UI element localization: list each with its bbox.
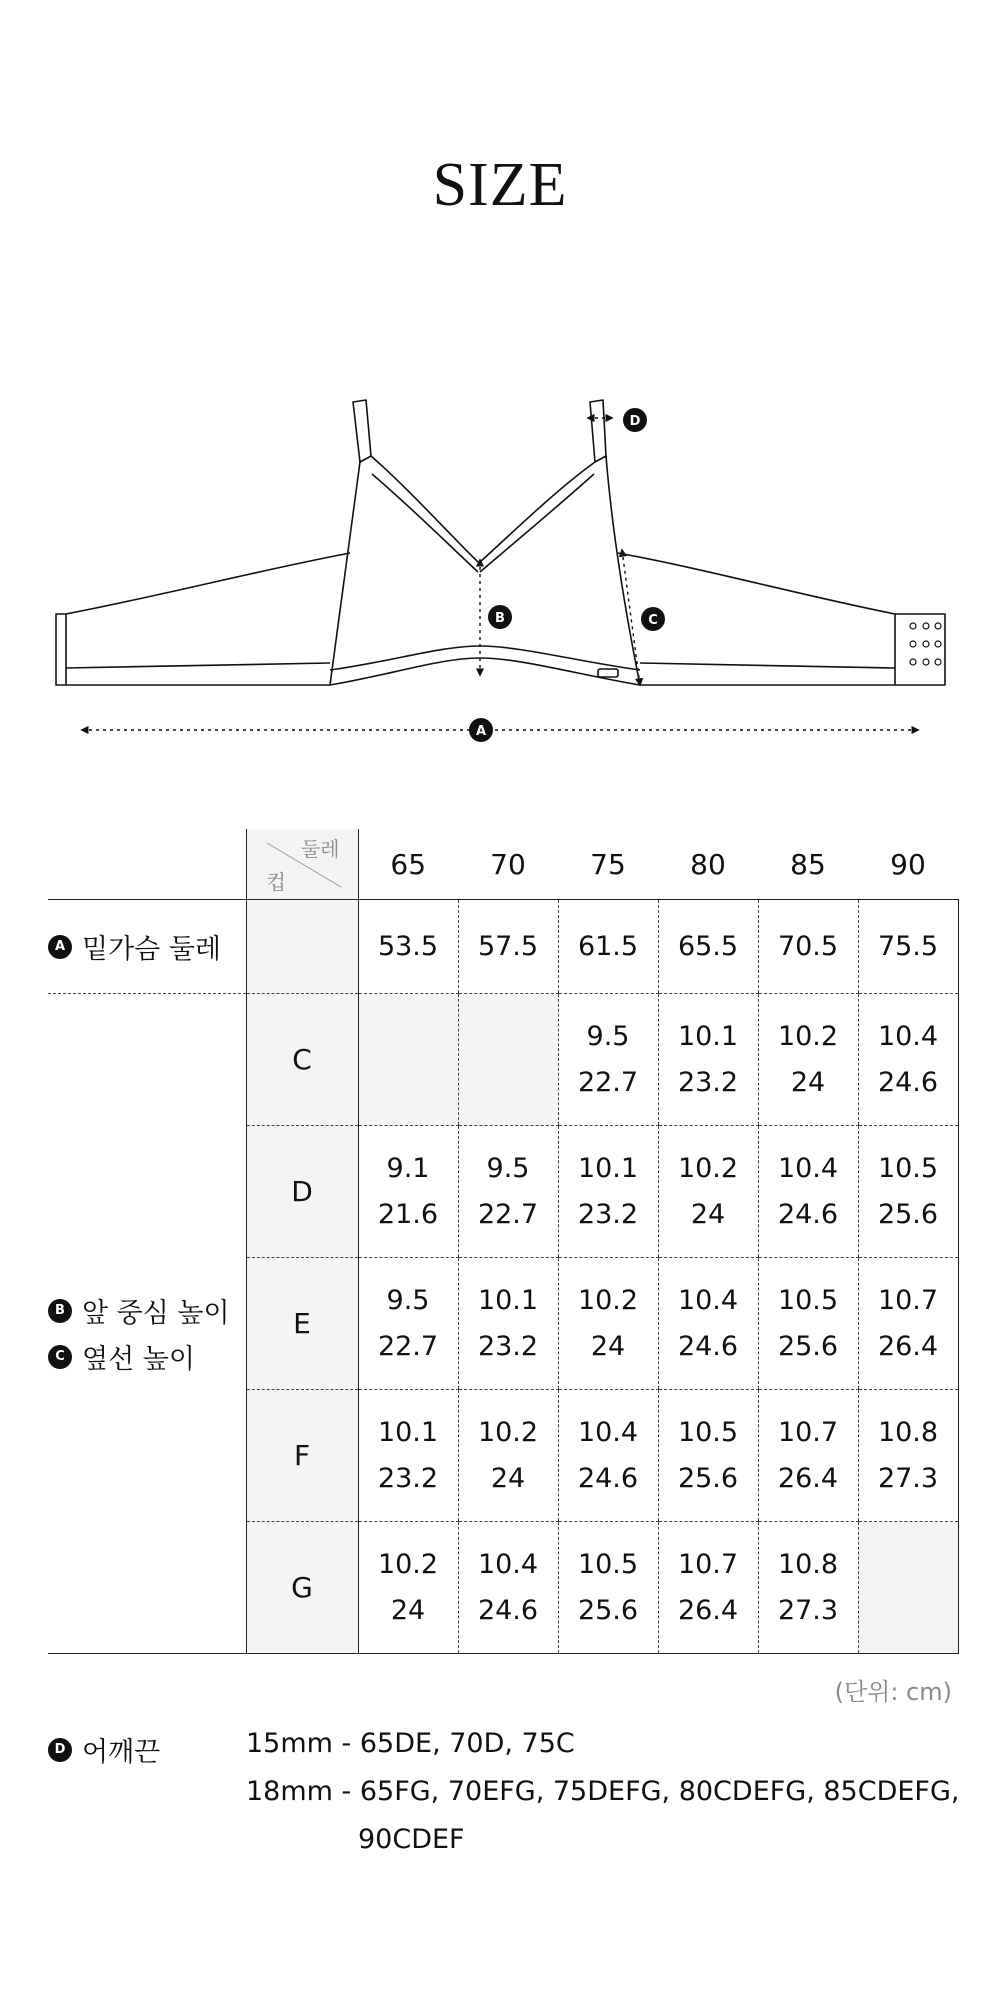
marker-a-label: A: [475, 724, 487, 739]
side-height: 24: [490, 1462, 526, 1494]
size-cell: [358, 1522, 458, 1654]
size-cell: [858, 994, 958, 1126]
side-height: 22.7: [477, 1198, 539, 1230]
header-blank: [48, 829, 246, 900]
side-height: 23.2: [677, 1066, 739, 1098]
underbust-cup-cell: [246, 900, 358, 994]
height-label-cell: [48, 994, 246, 1654]
side-height: 24: [590, 1330, 626, 1362]
unit-note: (단위: cm): [834, 1678, 952, 1706]
band-header: 90: [858, 829, 958, 900]
side-height: 24: [390, 1594, 426, 1626]
front-center-height: 10.7: [677, 1548, 739, 1580]
front-center-height: 9.5: [486, 1152, 530, 1184]
size-cell: [658, 1126, 758, 1258]
front-center-height: 10.4: [477, 1548, 539, 1580]
header-band-label: 둘레: [300, 837, 340, 861]
height-label: 앞 중심 높이: [82, 1298, 230, 1329]
marker-a-badge: A: [48, 935, 72, 959]
marker-d-label: D: [629, 414, 641, 429]
cup-label: C: [246, 994, 358, 1126]
size-cell: [658, 1258, 758, 1390]
size-cell: [558, 1522, 658, 1654]
cup-label: F: [246, 1390, 358, 1522]
underbust-value: 61.5: [558, 900, 658, 994]
underbust-value: 53.5: [358, 900, 458, 994]
size-table: [48, 829, 959, 1654]
marker-c-badge: C: [48, 1345, 72, 1369]
underbust-label-cell: [48, 900, 246, 994]
size-cell: [558, 1126, 658, 1258]
front-center-height: 10.5: [777, 1284, 839, 1316]
side-height: 21.6: [377, 1198, 439, 1230]
side-height: 24.6: [577, 1462, 639, 1494]
side-height: 24: [790, 1066, 826, 1098]
front-center-height: 10.1: [477, 1284, 539, 1316]
marker-b-label: B: [495, 611, 505, 626]
front-center-height: 10.7: [777, 1416, 839, 1448]
underbust-value: 75.5: [858, 900, 958, 994]
size-cell: [858, 1258, 958, 1390]
front-center-height: 10.8: [877, 1416, 939, 1448]
front-center-height: 10.5: [577, 1548, 639, 1580]
size-cell: [458, 1126, 558, 1258]
cup-label: E: [246, 1258, 358, 1390]
size-cell: [658, 1390, 758, 1522]
front-center-height: 10.4: [777, 1152, 839, 1184]
front-center-height: 10.1: [677, 1020, 739, 1052]
size-cell: [558, 1258, 658, 1390]
underbust-value: 57.5: [458, 900, 558, 994]
height-label: 옆선 높이: [82, 1344, 195, 1375]
table-header-row: [48, 829, 958, 900]
side-height: 26.4: [677, 1594, 739, 1626]
side-height: 23.2: [477, 1330, 539, 1362]
size-cell: [358, 1390, 458, 1522]
empty-cell: [458, 994, 558, 1126]
size-cell: [558, 1390, 658, 1522]
size-cell: [758, 1258, 858, 1390]
band-header: 65: [358, 829, 458, 900]
front-center-height: 10.7: [877, 1284, 939, 1316]
side-height: 23.2: [577, 1198, 639, 1230]
front-center-height: 10.2: [777, 1020, 839, 1052]
band-header: 85: [758, 829, 858, 900]
side-height: 24: [690, 1198, 726, 1230]
cup-row: [48, 994, 958, 1126]
side-height: 24.6: [877, 1066, 939, 1098]
side-height: 25.6: [577, 1594, 639, 1626]
header-corner: [246, 829, 358, 900]
side-height: 25.6: [877, 1198, 939, 1230]
front-center-height: 9.5: [386, 1284, 430, 1316]
strap-line: 90CDEF: [358, 1824, 465, 1855]
size-cell: [658, 1522, 758, 1654]
size-cell: [458, 1390, 558, 1522]
band-header: 70: [458, 829, 558, 900]
size-cell: [858, 1390, 958, 1522]
underbust-row: [48, 900, 958, 994]
underbust-value: 70.5: [758, 900, 858, 994]
size-cell: [558, 994, 658, 1126]
strap-line: 15mm - 65DE, 70D, 75C: [246, 1728, 575, 1759]
marker-b-badge: B: [48, 1299, 72, 1323]
side-height: 22.7: [377, 1330, 439, 1362]
front-center-height: 9.1: [386, 1152, 430, 1184]
front-center-height: 10.5: [677, 1416, 739, 1448]
underbust-value: 65.5: [658, 900, 758, 994]
front-center-height: 10.2: [477, 1416, 539, 1448]
size-cell: [758, 1126, 858, 1258]
front-center-height: 10.1: [577, 1152, 639, 1184]
side-height: 24.6: [677, 1330, 739, 1362]
side-height: 27.3: [877, 1462, 939, 1494]
underbust-label: 밑가슴 둘레: [82, 934, 221, 965]
side-height: 23.2: [377, 1462, 439, 1494]
band-header: 80: [658, 829, 758, 900]
strap-line: 18mm - 65FG, 70EFG, 75DEFG, 80CDEFG, 85CDEFG,: [246, 1776, 960, 1807]
front-center-height: 10.5: [877, 1152, 939, 1184]
front-center-height: 9.5: [586, 1020, 630, 1052]
size-cell: [358, 1258, 458, 1390]
page-title: SIZE: [432, 151, 568, 219]
size-cell: [758, 994, 858, 1126]
size-cell: [358, 1126, 458, 1258]
cup-label: G: [246, 1522, 358, 1654]
size-cell: [658, 994, 758, 1126]
empty-cell: [358, 994, 458, 1126]
front-center-height: 10.1: [377, 1416, 439, 1448]
side-height: 25.6: [677, 1462, 739, 1494]
front-center-height: 10.2: [377, 1548, 439, 1580]
bra-diagram: [0, 390, 1000, 760]
size-cell: [458, 1258, 558, 1390]
size-cell: [758, 1522, 858, 1654]
cup-label: D: [246, 1126, 358, 1258]
strap-label-group: [48, 1730, 160, 1769]
side-height: 27.3: [777, 1594, 839, 1626]
band-header: 75: [558, 829, 658, 900]
side-height: 26.4: [877, 1330, 939, 1362]
front-center-height: 10.4: [577, 1416, 639, 1448]
strap-label: 어깨끈: [82, 1737, 161, 1768]
marker-c-label: C: [648, 613, 658, 628]
side-height: 24.6: [477, 1594, 539, 1626]
header-cup-label: 컵: [266, 870, 286, 894]
side-height: 25.6: [777, 1330, 839, 1362]
empty-cell: [858, 1522, 958, 1654]
size-cell: [758, 1390, 858, 1522]
side-height: 26.4: [777, 1462, 839, 1494]
front-center-height: 10.8: [777, 1548, 839, 1580]
front-center-height: 10.2: [577, 1284, 639, 1316]
side-height: 22.7: [577, 1066, 639, 1098]
front-center-height: 10.4: [677, 1284, 739, 1316]
size-cell: [858, 1126, 958, 1258]
front-center-height: 10.4: [877, 1020, 939, 1052]
marker-d-badge: D: [48, 1738, 72, 1762]
side-height: 24.6: [777, 1198, 839, 1230]
front-center-height: 10.2: [677, 1152, 739, 1184]
size-cell: [458, 1522, 558, 1654]
